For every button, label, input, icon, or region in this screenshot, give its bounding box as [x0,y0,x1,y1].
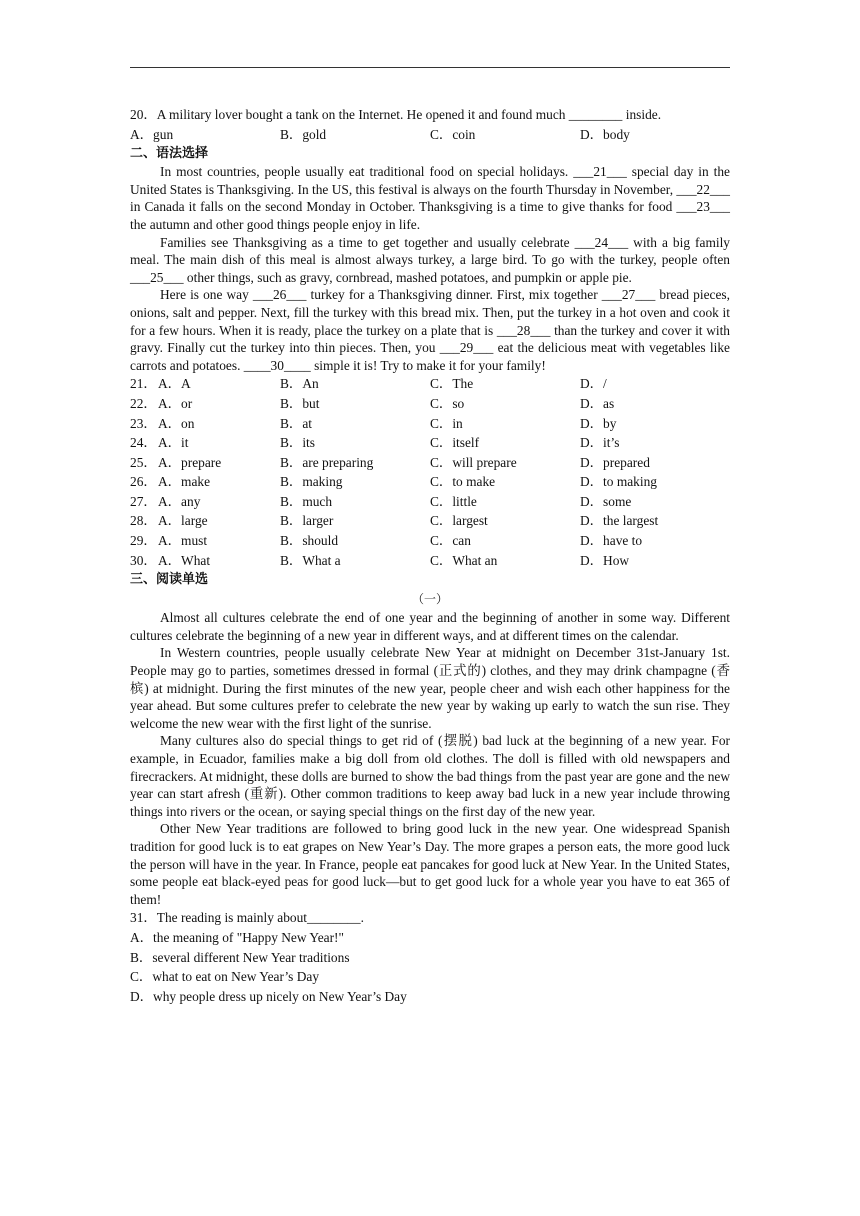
question-31-option-a: A．the meaning of "Happy New Year!" [130,929,344,945]
section-2-title: 二、语法选择 [130,146,209,162]
question-row: 21． A．A B．An C．The D．/ [130,376,607,392]
reading-passage-paragraph: Almost all cultures celebrate the end of one year and the beginning of another in some way. Different cultures celebrate the beginning of a new year in different ways, and at different times on the calendar. [130,610,730,643]
question-row: 22． A．or B．but C．so D．as [130,395,615,411]
reading-passage-paragraph: Many cultures also do special things to get rid of (摆脱) bad luck at the beginning of a new year. For example, in Ecuador, families make a big doll from old clothes. The doll is filled with old newspapers and firecrackers. At midnight, these dolls are burned to show the bad things from the past year are gone and the new year can start afresh (重新). Other common traditions to keep away bad luck in a new year include throwing things into rivers or the ocean, or saying special things on the first day of the new year. [130,733,730,819]
grammar-questions [130,374,730,570]
option-b: B．gold [280,126,327,142]
option-c: C．coin [430,126,476,142]
question-row: 28． A．large B．larger C．largest D．the largest [130,513,659,529]
option-d: D．body [580,126,630,142]
question-row: 25． A．prepare B．are preparing C．will prepare D．prepared [130,454,650,470]
question-row: 24． A．it B．its C．itself D．it’s [130,435,620,451]
question-row: 26． A．make B．making C．to make D．to making [130,474,657,490]
grammar-passage-paragraph: Families see Thanksgiving as a time to get together and usually celebrate ___24___ with a big family meal. The main dish of this meal is almost always turkey, a large bird. To go with the turkey, people often ___25___ other things, such as gravy, cornbread, mashed potatoes, and pumpkin or apple pie. [130,234,730,285]
question-31-stem: 31．The reading is mainly about________. [130,910,364,926]
option-a: A．gun [130,126,174,142]
passage-subtitle: （一） [411,592,448,607]
grammar-passage-paragraph: Here is one way ___26___ turkey for a Thanksgiving dinner. First, mix together ___27___ bread pieces, onions, salt and pepper. Next, fill the turkey with this bread mix. Then, put the turkey in a hot oven and cook it for a few hours. When it is ready, place the turkey on a plate that is ___28___ than the turkey and cover it with gravy. Finally cut the turkey into thin pieces. Then, you ___29___ eat the delicious meat with vegetables like carrots and potatoes. ____30____ simple it is! Try to make it for your family! [130,287,730,373]
grammar-passage-paragraph: In most countries, people usually eat traditional food on special holidays. ___21___ special day in the United States is Thanksgiving. In the US, this festival is always on the fourth Thursday in November, ___22___ in Canada it falls on the second Monday in October. Thanksgiving is a time to give thanks for food ___23___ the autumn and other good things people enjoy in life. [130,164,730,232]
question-row: 30． A．What B．What a C．What an D．How [130,552,630,568]
reading-passage-paragraph: In Western countries, people usually celebrate New Year at midnight on December 31st-January 1st. People may go to parties, sometimes dressed in formal (正式的) clothes, and they may drink champagne (香槟) at midnight. During the first minutes of the new year, people cheer and wish each other happiness for the year ahead. But some cultures prefer to celebrate the new year by waking up early to watch the sun rise. They welcome the new wear with the first light of the sunrise. [130,645,730,731]
question-31-option-c: C．what to eat on New Year’s Day [130,969,320,985]
document-body [130,105,730,1006]
question-31-option-b: B．several different New Year traditions [130,949,350,965]
reading-passage-paragraph: Other New Year traditions are followed to bring good luck in the new year. One widespread Spanish tradition for good luck is to eat grapes on New Year’s Day. The more grapes a person eats, the more good luck the person will have in the year. In France, people eat pancakes for good luck at New Year. In the United States, some people eat black-eyed peas for good luck—but to get good luck for a whole year you have to eat 365 of them! [130,821,730,907]
question-20-stem: 20．A military lover bought a tank on the Internet. He opened it and found much ________ inside. [130,107,662,122]
question-row: 29． A．must B．should C．can D．have to [130,533,643,549]
header-rule [130,67,730,68]
question-31-option-d: D．why people dress up nicely on New Year’s Day [130,988,407,1004]
section-3-title: 三、阅读单选 [130,572,209,588]
question-row: 23． A．on B．at C．in D．by [130,415,617,431]
question-row: 27． A．any B．much C．little D．some [130,493,632,509]
question-20-options [130,125,730,145]
